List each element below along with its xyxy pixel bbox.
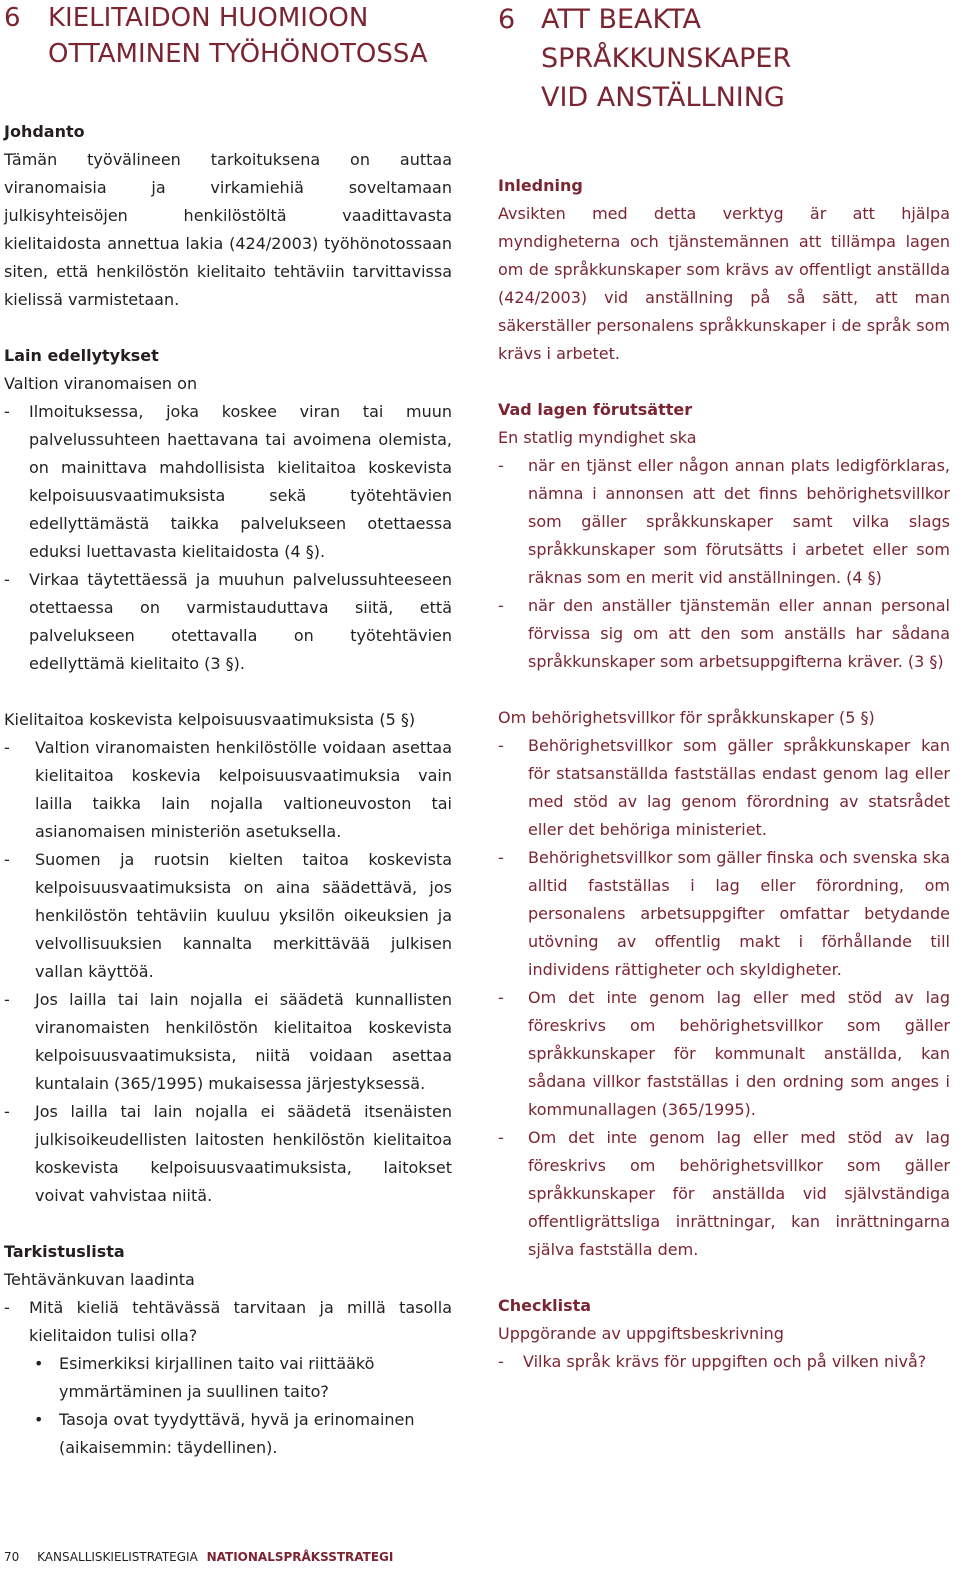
list-item — [498, 844, 950, 984]
checklist-list-fi — [4, 1294, 452, 1350]
list-item-text: Valtion viranomaisten henkilöstölle voidaan asettaa kielitaitoa koskevia kelpoisuusvaatimuksia vain lailla taikka lain nojalla valtioneuvoston tai asianomaisen ministeriön asetuksella. — [35, 738, 452, 841]
section-heading-law-fi: Lain edellytykset — [4, 346, 159, 365]
list-item-text: Jos lailla tai lain nojalla ei säädetä kunnallisten viranomaisten henkilöstön kielitaitoa koskevista kelpoisuusvaatimuksista, niitä voidaan asettaa kuntalain (365/1995) mukaisessa järjestyksessä. — [35, 990, 452, 1093]
list-item — [498, 1348, 950, 1376]
list-item — [498, 1124, 950, 1264]
law-list-fi — [4, 398, 452, 678]
chapter-title-line: ATT BEAKTA — [541, 4, 701, 35]
list-item-text: Ilmoituksessa, joka koskee viran tai muun palvelussuhteen haettavana tai avoimena olemista, on mainittava mahdollisista kielitaitoa koskevista kelpoisuusvaatimuksista sekä työtehtävien edellyttämästä taikka palvelukseen otettaessa eduksi luettavasta kielitaidosta (4 §). — [29, 402, 452, 561]
chapter-title-line: VID ANSTÄLLNING — [541, 82, 785, 113]
list-item — [4, 398, 452, 566]
list-item-text: Mitä kieliä tehtävässä tarvitaan ja millä tasolla kielitaidon tulisi olla? — [29, 1298, 452, 1345]
list-item — [498, 592, 950, 676]
dash-marker: - — [4, 850, 10, 869]
law-list-sv — [498, 452, 950, 676]
dash-marker: - — [4, 402, 10, 421]
chapter-title-line: OTTAMINEN TYÖHÖNOTOSSA — [48, 39, 428, 69]
list-item-text: när en tjänst eller någon annan plats ledigförklaras, nämna i annonsen att det finns behörighetsvillkor som gäller språkkunskaper samt vilka slags språkkunskaper som förutsätts i arbetet eller som räknas som en merit vid anställningen. (4 §) — [528, 456, 950, 587]
dash-marker: - — [4, 570, 10, 589]
section-heading-intro-sv: Inledning — [498, 176, 583, 195]
list-item — [4, 1294, 452, 1350]
requirements-lead-sv: Om behörighetsvillkor för språkkunskaper (5 §) — [498, 708, 875, 727]
page-number: 70 — [4, 1550, 20, 1564]
dash-marker: - — [498, 736, 504, 755]
strategy-name: NATIONALSPRÅKSSTRATEGI — [206, 1550, 394, 1564]
bullet-marker: • — [34, 1410, 44, 1429]
dash-marker: - — [498, 988, 504, 1007]
swedish-column — [498, 0, 950, 1376]
list-item — [4, 846, 452, 986]
requirements-list-sv — [498, 732, 950, 1264]
chapter-title-sv — [498, 0, 950, 117]
requirements-lead-fi: Kielitaitoa koskevista kelpoisuusvaatimuksista (5 §) — [4, 710, 416, 729]
checklist-lead-sv: Uppgörande av uppgiftsbeskrivning — [498, 1324, 784, 1343]
checklist-sublist-fi — [4, 1350, 452, 1462]
list-item-text: Behörighetsvillkor som gäller språkkunskaper kan för statsanställda fastställas endast genom lag eller med stöd av lag genom förordning av statsrådet eller det behöriga ministeriet. — [528, 736, 950, 839]
page-footer — [4, 1548, 393, 1566]
list-item-text: Behörighetsvillkor som gäller finska och svenska ska alltid fastställas i lag eller förordning, om personalens arbetsuppgifter omfattar betydande utövning av offentlig makt i förhållande till individens rättigheter och skyldigheter. — [528, 848, 950, 979]
list-item-text: Virkaa täytettäessä ja muuhun palvelussuhteeseen otettaessa on varmistauduttava siitä, että palvelukseen otettavalla on työtehtävien edellyttämä kielitaito (3 §). — [29, 570, 452, 673]
list-item — [498, 452, 950, 592]
section-heading-intro-fi: Johdanto — [4, 122, 85, 141]
section-heading-checklist-sv: Checklista — [498, 1296, 592, 1315]
section-heading-checklist-fi: Tarkistuslista — [4, 1242, 125, 1261]
list-item — [498, 732, 950, 844]
list-item-text: Suomen ja ruotsin kielten taitoa koskevista kelpoisuusvaatimuksista on aina säädettävä, jos henkilöstön tehtäviin kuuluu yksilön oikeuksien ja velvollisuuksien kannalta merkittävää julkisen vallan käyttöä. — [35, 850, 452, 981]
dash-marker: - — [498, 1128, 504, 1147]
list-item-text: Om det inte genom lag eller med stöd av lag föreskrivs om behörighetsvillkor som gäller språkkunskaper för kommunalt anställda, kan sådana villkor fastställas i den ordning som anges i kommunallagen (365/1995). — [528, 988, 950, 1119]
list-item — [4, 1350, 452, 1406]
section-heading-law-sv: Vad lagen förutsätter — [498, 400, 693, 419]
intro-paragraph-fi: Tämän työvälineen tarkoituksena on auttaa viranomaisia ja virkamiehiä soveltamaan julkisyhteisöjen henkilöstöltä vaadittavasta kielitaidosta annettua lakia (424/2003) työhönotossaan siten, että henkilöstön kielitaito tehtäviin tarvittavissa kielissä varmistetaan. — [4, 150, 452, 309]
checklist-lead-fi: Tehtävänkuvan laadinta — [4, 1270, 195, 1289]
dash-marker: - — [4, 1102, 10, 1121]
requirements-list-fi — [4, 734, 452, 1210]
list-item-text: när den anställer tjänstemän eller annan personal förvissa sig om att den som anställs har sådana språkkunskaper som arbetsuppgifterna kräver. (3 §) — [528, 596, 950, 671]
dash-marker: - — [4, 738, 10, 757]
dash-marker: - — [498, 456, 504, 475]
dash-marker: - — [498, 596, 504, 615]
chapter-number-fi: 6 — [4, 3, 21, 33]
law-lead-fi: Valtion viranomaisen on — [4, 374, 198, 393]
finnish-column — [4, 0, 452, 1462]
list-item-text: Tasoja ovat tyydyttävä, hyvä ja erinomainen (aikaisemmin: täydellinen). — [59, 1410, 415, 1457]
dash-marker: - — [4, 990, 10, 1009]
list-item — [498, 984, 950, 1124]
chapter-title-fi — [4, 0, 452, 72]
chapter-number-sv: 6 — [498, 4, 516, 35]
list-item — [4, 566, 452, 678]
dash-marker: - — [498, 848, 504, 867]
list-item-text: Esimerkiksi kirjallinen taito vai riittääkö ymmärtäminen ja suullinen taito? — [59, 1354, 375, 1401]
chapter-title-line: SPRÅKKUNSKAPER — [541, 43, 792, 74]
list-item-text: Jos lailla tai lain nojalla ei säädetä itsenäisten julkisoikeudellisten laitosten henkilöstön kielitaitoa koskevista kelpoisuusvaatimuksista, laitokset voivat vahvistaa niitä. — [35, 1102, 452, 1205]
chapter-title-line: KIELITAIDON HUOMIOON — [48, 3, 369, 33]
dash-marker: - — [498, 1352, 504, 1371]
list-item — [4, 1406, 452, 1462]
list-item — [4, 734, 452, 846]
list-item-text: Vilka språk krävs för uppgiften och på vilken nivå? — [523, 1352, 927, 1371]
checklist-list-sv — [498, 1348, 950, 1376]
bullet-marker: • — [34, 1354, 44, 1373]
publication-name: KANSALLISKIELISTRATEGIA — [37, 1550, 198, 1564]
list-item-text: Om det inte genom lag eller med stöd av lag föreskrivs om behörighetsvillkor som gäller språkkunskaper för anställda vid självständiga offentligrättsliga inrättningar, kan inrättningarna själva fastställa dem. — [528, 1128, 950, 1259]
dash-marker: - — [4, 1298, 10, 1317]
law-lead-sv: En statlig myndighet ska — [498, 428, 697, 447]
list-item — [4, 1098, 452, 1210]
intro-paragraph-sv: Avsikten med detta verktyg är att hjälpa myndigheterna och tjänstemännen att tillämpa lagen om de språkkunskaper som krävs av offentligt anställda (424/2003) vid anställning på så sätt, att man säkerställer personalens språkkunskaper i de språk som krävs i arbetet. — [498, 204, 950, 363]
list-item — [4, 986, 452, 1098]
